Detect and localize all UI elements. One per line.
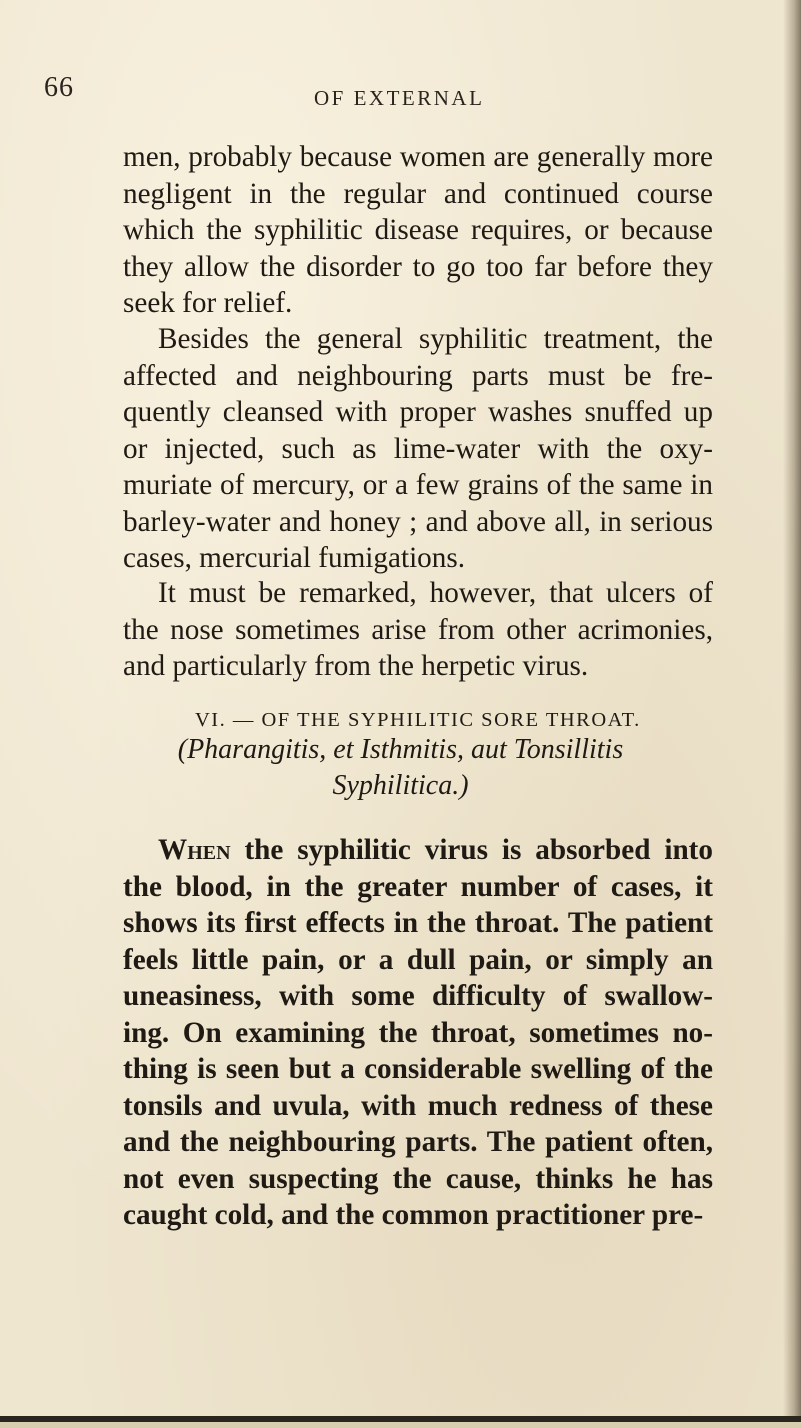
paragraph-treatment: Besides the general syphilitic treatment, the affected and neighbouring parts must be fre- quently cleansed with proper washes snuffed up or injected, such as lime-water with the oxy- muriate of mercury, or a few grains of the same in barley-water and honey ; and above all, in serious cases, mercurial fumigations. [123, 323, 713, 574]
section-heading: VI. — OF THE SYPHILITIC SORE THROAT. [195, 709, 641, 731]
paragraph-remark: It must be remarked, however, that ulcers of the nose sometimes arise from other acrimonies, and particularly from the herpetic virus. [123, 577, 713, 682]
page-edge-shadow [783, 0, 801, 1428]
section-subtitle-line1: (Pharangitis, et Isthmitis, aut Tonsillitis [177, 734, 624, 765]
section-subtitle-line2: Syphilitica.) [332, 770, 469, 801]
page-number: 66 [44, 72, 74, 103]
bottom-paper-strip [0, 1422, 801, 1428]
opening-word: When [158, 834, 231, 866]
paragraph-sore-throat [123, 832, 713, 1234]
paragraph-continued: men, probably because women are generally more negligent in the regular and continued course which the syphilitic disease requires, or because they allow the disorder to go too far before they seek for relief. [123, 141, 713, 319]
running-head: OF EXTERNAL [314, 86, 485, 110]
paragraph-sore-throat-text: the syphilitic virus is absorbed into the blood, in the greater number of cases, it shows its first effects in the throat. The patient feels little pain, or a dull pain, or simply an uneasiness, with some difficulty of swallow- ing. On examining the throat, sometimes no- thing is seen but a considerable swelling of the tonsils and uvula, with much redness of these and the neighbouring parts. The patient often, not even suspecting the cause, thinks he has caught cold, and the common practitioner pre- [123, 834, 713, 1231]
